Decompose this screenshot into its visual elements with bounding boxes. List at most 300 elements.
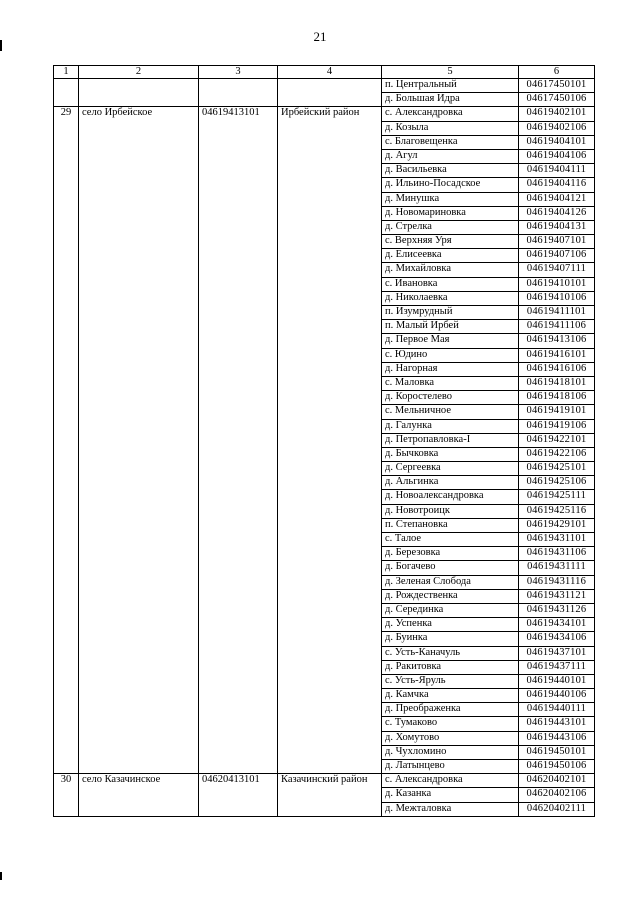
settlement-name-cell: п. Степановка xyxy=(382,518,519,532)
table-row xyxy=(54,490,595,504)
center-name-cell xyxy=(79,646,199,660)
center-code-cell xyxy=(199,689,278,703)
settlement-name-cell: д. Альгинка xyxy=(382,476,519,490)
table-row xyxy=(54,462,595,476)
settlement-name-cell: д. Новотроицк xyxy=(382,504,519,518)
center-name-cell xyxy=(79,206,199,220)
center-name-cell xyxy=(79,788,199,802)
center-name-cell xyxy=(79,490,199,504)
table-row xyxy=(54,518,595,532)
settlement-name-cell: с. Маловка xyxy=(382,376,519,390)
row-number-cell xyxy=(54,135,79,149)
district-cell xyxy=(278,788,382,802)
district-cell xyxy=(278,164,382,178)
row-number-cell xyxy=(54,575,79,589)
settlement-name-cell: д. Богачево xyxy=(382,561,519,575)
center-code-cell xyxy=(199,334,278,348)
settlement-code-cell: 04619416101 xyxy=(519,348,595,362)
settlement-code-cell: 04620402106 xyxy=(519,788,595,802)
center-code-cell: 04619413101 xyxy=(199,107,278,121)
row-number-cell xyxy=(54,93,79,107)
district-cell xyxy=(278,376,382,390)
settlement-code-cell: 04619404111 xyxy=(519,164,595,178)
center-name-cell xyxy=(79,462,199,476)
table-row xyxy=(54,447,595,461)
settlement-code-cell: 04619407106 xyxy=(519,249,595,263)
center-code-cell xyxy=(199,703,278,717)
page-number: 21 xyxy=(313,29,327,44)
center-name-cell xyxy=(79,689,199,703)
center-name-cell xyxy=(79,391,199,405)
settlement-name-cell: д. Сергеевка xyxy=(382,462,519,476)
district-cell xyxy=(278,263,382,277)
center-name-cell xyxy=(79,547,199,561)
row-number-cell xyxy=(54,760,79,774)
district-cell xyxy=(278,490,382,504)
table-row xyxy=(54,220,595,234)
district-cell xyxy=(278,79,382,93)
center-name-cell xyxy=(79,348,199,362)
table-row xyxy=(54,689,595,703)
center-code-cell xyxy=(199,135,278,149)
settlement-name-cell: с. Верхняя Уря xyxy=(382,235,519,249)
settlement-name-cell: д. Березовка xyxy=(382,547,519,561)
table-row xyxy=(54,717,595,731)
settlement-code-cell: 04619419101 xyxy=(519,405,595,419)
center-name-cell xyxy=(79,632,199,646)
header-cell-1: 1 xyxy=(54,66,79,79)
center-code-cell xyxy=(199,561,278,575)
center-name-cell xyxy=(79,731,199,745)
settlement-name-cell: д. Коростелево xyxy=(382,391,519,405)
row-number-cell xyxy=(54,447,79,461)
settlement-name-cell: д. Николаевка xyxy=(382,291,519,305)
district-cell xyxy=(278,476,382,490)
district-cell xyxy=(278,362,382,376)
row-number-cell xyxy=(54,249,79,263)
district-cell xyxy=(278,802,382,816)
center-name-cell xyxy=(79,419,199,433)
table-row xyxy=(54,334,595,348)
row-number-cell xyxy=(54,405,79,419)
row-number-cell xyxy=(54,703,79,717)
table-row xyxy=(54,192,595,206)
table-row xyxy=(54,533,595,547)
settlement-name-cell: д. Стрелка xyxy=(382,220,519,234)
table-row xyxy=(54,178,595,192)
center-code-cell xyxy=(199,121,278,135)
settlement-name-cell: с. Александровка xyxy=(382,774,519,788)
district-cell xyxy=(278,504,382,518)
district-cell xyxy=(278,320,382,334)
row-number-cell xyxy=(54,79,79,93)
settlement-name-cell: д. Казанка xyxy=(382,788,519,802)
settlement-name-cell: д. Ракитовка xyxy=(382,660,519,674)
table-row xyxy=(54,206,595,220)
district-cell xyxy=(278,646,382,660)
settlement-code-cell: 04619404126 xyxy=(519,206,595,220)
row-number-cell xyxy=(54,476,79,490)
settlement-code-cell: 04619431101 xyxy=(519,533,595,547)
settlement-code-cell: 04619440111 xyxy=(519,703,595,717)
settlement-code-cell: 04619404106 xyxy=(519,149,595,163)
settlement-name-cell: п. Малый Ирбей xyxy=(382,320,519,334)
district-cell xyxy=(278,731,382,745)
settlement-code-cell: 04617450106 xyxy=(519,93,595,107)
settlement-code-cell: 04619419106 xyxy=(519,419,595,433)
center-name-cell xyxy=(79,618,199,632)
table-row xyxy=(54,504,595,518)
settlement-code-cell: 04619422106 xyxy=(519,447,595,461)
settlement-name-cell: д. Елисеевка xyxy=(382,249,519,263)
settlement-code-cell: 04619431126 xyxy=(519,603,595,617)
center-code-cell xyxy=(199,660,278,674)
row-number-cell xyxy=(54,603,79,617)
row-number-cell xyxy=(54,192,79,206)
center-name-cell xyxy=(79,362,199,376)
settlement-name-cell: д. Зеленая Слобода xyxy=(382,575,519,589)
center-name-cell xyxy=(79,533,199,547)
district-cell xyxy=(278,206,382,220)
settlement-name-cell: д. Успенка xyxy=(382,618,519,632)
settlement-name-cell: д. Серединка xyxy=(382,603,519,617)
settlement-code-cell: 04619404121 xyxy=(519,192,595,206)
district-cell xyxy=(278,589,382,603)
center-code-cell xyxy=(199,306,278,320)
settlement-code-cell: 04619434101 xyxy=(519,618,595,632)
table-row xyxy=(54,802,595,816)
settlement-code-cell: 04619410101 xyxy=(519,277,595,291)
row-number-cell xyxy=(54,745,79,759)
settlement-code-cell: 04619407101 xyxy=(519,235,595,249)
settlement-name-cell: с. Мельничное xyxy=(382,405,519,419)
table-row xyxy=(54,348,595,362)
settlement-code-cell: 04619434106 xyxy=(519,632,595,646)
settlement-name-cell: с. Ивановка xyxy=(382,277,519,291)
center-name-cell xyxy=(79,277,199,291)
settlements-table xyxy=(53,65,595,817)
table-row xyxy=(54,575,595,589)
settlement-code-cell: 04619431121 xyxy=(519,589,595,603)
settlement-name-cell: с. Благовещенка xyxy=(382,135,519,149)
settlement-name-cell: с. Талое xyxy=(382,533,519,547)
center-name-cell xyxy=(79,717,199,731)
district-cell xyxy=(278,433,382,447)
settlement-code-cell: 04619440106 xyxy=(519,689,595,703)
district-cell xyxy=(278,135,382,149)
center-name-cell xyxy=(79,476,199,490)
settlement-name-cell: д. Козыла xyxy=(382,121,519,135)
table-row xyxy=(54,646,595,660)
center-code-cell xyxy=(199,760,278,774)
settlement-code-cell: 04619431106 xyxy=(519,547,595,561)
settlement-code-cell: 04620402101 xyxy=(519,774,595,788)
settlement-name-cell: п. Изумрудный xyxy=(382,306,519,320)
settlement-code-cell: 04617450101 xyxy=(519,79,595,93)
row-number-cell xyxy=(54,717,79,731)
row-number-cell xyxy=(54,462,79,476)
settlement-name-cell: д. Новомариновка xyxy=(382,206,519,220)
settlement-name-cell: п. Центральный xyxy=(382,79,519,93)
district-cell xyxy=(278,575,382,589)
center-name-cell xyxy=(79,518,199,532)
settlement-name-cell: д. Бычковка xyxy=(382,447,519,461)
table-row xyxy=(54,703,595,717)
row-number-cell xyxy=(54,206,79,220)
settlement-name-cell: д. Галунка xyxy=(382,419,519,433)
row-number-cell xyxy=(54,376,79,390)
district-cell xyxy=(278,220,382,234)
district-cell xyxy=(278,405,382,419)
row-number-cell xyxy=(54,362,79,376)
center-name-cell xyxy=(79,164,199,178)
center-name-cell xyxy=(79,235,199,249)
district-cell xyxy=(278,660,382,674)
settlement-code-cell: 04619410106 xyxy=(519,291,595,305)
table-body xyxy=(54,79,595,817)
center-code-cell xyxy=(199,717,278,731)
center-code-cell xyxy=(199,518,278,532)
settlement-code-cell: 04619431116 xyxy=(519,575,595,589)
district-cell xyxy=(278,703,382,717)
row-number-cell xyxy=(54,220,79,234)
settlement-code-cell: 04619425106 xyxy=(519,476,595,490)
table-row xyxy=(54,235,595,249)
row-number-cell xyxy=(54,561,79,575)
row-number-cell: 30 xyxy=(54,774,79,788)
settlement-code-cell: 04619404116 xyxy=(519,178,595,192)
row-number-cell xyxy=(54,689,79,703)
center-code-cell xyxy=(199,178,278,192)
settlement-name-cell: д. Буинка xyxy=(382,632,519,646)
table-row xyxy=(54,788,595,802)
row-number-cell xyxy=(54,419,79,433)
row-number-cell xyxy=(54,547,79,561)
settlement-code-cell: 04619416106 xyxy=(519,362,595,376)
row-number-cell xyxy=(54,646,79,660)
settlement-code-cell: 04619425116 xyxy=(519,504,595,518)
center-name-cell xyxy=(79,561,199,575)
district-cell xyxy=(278,277,382,291)
settlement-code-cell: 04619440101 xyxy=(519,674,595,688)
center-code-cell: 04620413101 xyxy=(199,774,278,788)
row-number-cell xyxy=(54,490,79,504)
row-number-cell xyxy=(54,589,79,603)
district-cell xyxy=(278,689,382,703)
table-row xyxy=(54,618,595,632)
center-code-cell xyxy=(199,405,278,419)
district-cell xyxy=(278,674,382,688)
center-name-cell xyxy=(79,79,199,93)
settlement-code-cell: 04619431111 xyxy=(519,561,595,575)
table-row xyxy=(54,362,595,376)
settlement-name-cell: д. Чухломино xyxy=(382,745,519,759)
center-name-cell xyxy=(79,575,199,589)
table-row xyxy=(54,603,595,617)
row-number-cell xyxy=(54,660,79,674)
center-name-cell xyxy=(79,504,199,518)
center-code-cell xyxy=(199,731,278,745)
center-name-cell: село Казачинское xyxy=(79,774,199,788)
header-cell-6: 6 xyxy=(519,66,595,79)
header-cell-3: 3 xyxy=(199,66,278,79)
row-number-cell xyxy=(54,235,79,249)
table-row xyxy=(54,419,595,433)
table-row xyxy=(54,774,595,788)
settlement-name-cell: с. Тумаково xyxy=(382,717,519,731)
table-row xyxy=(54,263,595,277)
settlement-name-cell: д. Межталовка xyxy=(382,802,519,816)
table-row xyxy=(54,589,595,603)
settlement-name-cell: д. Васильевка xyxy=(382,164,519,178)
table-row xyxy=(54,149,595,163)
district-cell xyxy=(278,249,382,263)
district-cell xyxy=(278,348,382,362)
center-code-cell xyxy=(199,632,278,646)
center-code-cell xyxy=(199,547,278,561)
center-name-cell xyxy=(79,376,199,390)
table-row xyxy=(54,405,595,419)
center-code-cell xyxy=(199,263,278,277)
center-name-cell xyxy=(79,703,199,717)
district-cell xyxy=(278,334,382,348)
table-row xyxy=(54,320,595,334)
center-name-cell xyxy=(79,760,199,774)
district-cell xyxy=(278,462,382,476)
settlement-code-cell: 04619425111 xyxy=(519,490,595,504)
settlement-code-cell: 04620402111 xyxy=(519,802,595,816)
center-code-cell xyxy=(199,462,278,476)
center-name-cell xyxy=(79,447,199,461)
center-name-cell xyxy=(79,135,199,149)
center-code-cell xyxy=(199,802,278,816)
center-name-cell xyxy=(79,405,199,419)
settlement-code-cell: 04619425101 xyxy=(519,462,595,476)
center-code-cell xyxy=(199,745,278,759)
settlement-name-cell: д. Большая Идра xyxy=(382,93,519,107)
district-cell xyxy=(278,760,382,774)
district-cell xyxy=(278,632,382,646)
row-number-cell xyxy=(54,632,79,646)
center-code-cell xyxy=(199,149,278,163)
table-row xyxy=(54,291,595,305)
settlement-name-cell: д. Минушка xyxy=(382,192,519,206)
settlement-name-cell: д. Камчка xyxy=(382,689,519,703)
settlement-code-cell: 04619404101 xyxy=(519,135,595,149)
center-name-cell xyxy=(79,433,199,447)
center-code-cell xyxy=(199,490,278,504)
settlement-name-cell: д. Нагорная xyxy=(382,362,519,376)
settlement-code-cell: 04619443101 xyxy=(519,717,595,731)
district-cell xyxy=(278,192,382,206)
table-row xyxy=(54,277,595,291)
center-name-cell xyxy=(79,320,199,334)
settlement-code-cell: 04619437101 xyxy=(519,646,595,660)
settlement-code-cell: 04619411101 xyxy=(519,306,595,320)
center-code-cell xyxy=(199,504,278,518)
center-code-cell xyxy=(199,391,278,405)
center-code-cell xyxy=(199,476,278,490)
settlement-name-cell: д. Рождественка xyxy=(382,589,519,603)
district-cell xyxy=(278,745,382,759)
row-number-cell xyxy=(54,674,79,688)
center-name-cell xyxy=(79,674,199,688)
center-code-cell xyxy=(199,192,278,206)
settlement-code-cell: 04619450106 xyxy=(519,760,595,774)
center-code-cell xyxy=(199,249,278,263)
district-cell xyxy=(278,717,382,731)
center-code-cell xyxy=(199,164,278,178)
center-code-cell xyxy=(199,277,278,291)
center-code-cell xyxy=(199,376,278,390)
header-cell-2: 2 xyxy=(79,66,199,79)
row-number-cell xyxy=(54,334,79,348)
table-row xyxy=(54,660,595,674)
table-row xyxy=(54,433,595,447)
center-name-cell xyxy=(79,291,199,305)
district-cell: Казачинский район xyxy=(278,774,382,788)
table-row xyxy=(54,249,595,263)
settlement-code-cell: 04619407111 xyxy=(519,263,595,277)
district-cell xyxy=(278,178,382,192)
center-code-cell xyxy=(199,419,278,433)
table-row xyxy=(54,731,595,745)
table-row xyxy=(54,93,595,107)
table-row xyxy=(54,376,595,390)
center-code-cell xyxy=(199,788,278,802)
row-number-cell xyxy=(54,277,79,291)
district-cell xyxy=(278,561,382,575)
district-cell xyxy=(278,235,382,249)
row-number-cell xyxy=(54,291,79,305)
settlement-code-cell: 04619404131 xyxy=(519,220,595,234)
center-name-cell xyxy=(79,249,199,263)
center-name-cell xyxy=(79,263,199,277)
settlement-code-cell: 04619411106 xyxy=(519,320,595,334)
settlement-name-cell: д. Первое Мая xyxy=(382,334,519,348)
center-name-cell xyxy=(79,93,199,107)
district-cell xyxy=(278,391,382,405)
district-cell xyxy=(278,547,382,561)
table-row xyxy=(54,107,595,121)
settlement-name-cell: д. Латынцево xyxy=(382,760,519,774)
left-margin-mark-lower xyxy=(0,872,2,880)
table-row xyxy=(54,547,595,561)
row-number-cell xyxy=(54,518,79,532)
row-number-cell xyxy=(54,178,79,192)
center-code-cell xyxy=(199,320,278,334)
district-cell xyxy=(278,419,382,433)
settlement-name-cell: д. Новоалександровка xyxy=(382,490,519,504)
center-code-cell xyxy=(199,362,278,376)
row-number-cell xyxy=(54,306,79,320)
center-name-cell xyxy=(79,121,199,135)
table-row xyxy=(54,760,595,774)
table-row xyxy=(54,391,595,405)
settlement-name-cell: с. Юдино xyxy=(382,348,519,362)
center-code-cell xyxy=(199,603,278,617)
center-code-cell xyxy=(199,533,278,547)
center-name-cell xyxy=(79,603,199,617)
row-number-cell xyxy=(54,320,79,334)
district-cell xyxy=(278,93,382,107)
district-cell xyxy=(278,533,382,547)
district-cell xyxy=(278,447,382,461)
center-name-cell xyxy=(79,589,199,603)
center-name-cell xyxy=(79,178,199,192)
center-name-cell xyxy=(79,660,199,674)
center-code-cell xyxy=(199,206,278,220)
